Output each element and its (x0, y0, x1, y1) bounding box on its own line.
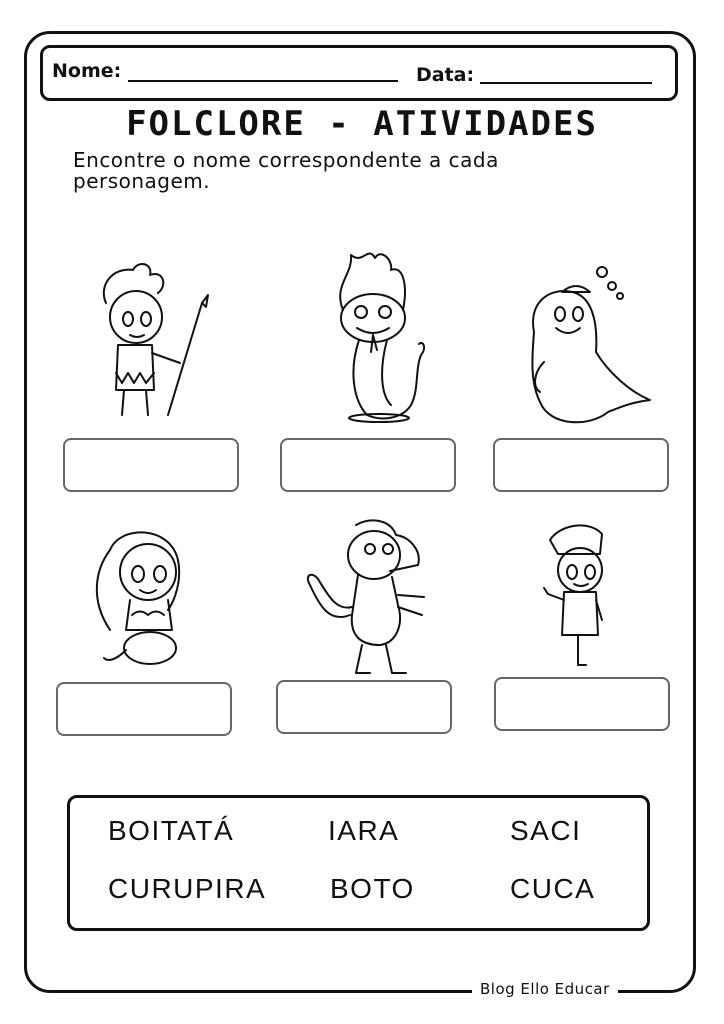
word-curupira: CURUPIRA (108, 873, 267, 904)
word-saci: SACI (510, 815, 582, 846)
word-cuca: CUCA (510, 873, 596, 904)
student-info-box (40, 45, 678, 101)
footer-credit: Blog Ello Educar (472, 980, 618, 998)
answer-box-5[interactable] (276, 680, 452, 734)
iara-icon (80, 520, 200, 670)
saci-icon (540, 520, 620, 670)
instruction-text: Encontre o nome correspondente a cada personagem. (73, 148, 499, 193)
boto-icon (520, 262, 655, 432)
date-field[interactable] (480, 82, 652, 84)
curupira-icon (88, 255, 218, 425)
word-boitata: BOITATÁ (108, 815, 235, 846)
answer-box-3[interactable] (493, 438, 669, 492)
date-label: Data: (416, 64, 475, 86)
word-boto: BOTO (330, 873, 415, 904)
answer-box-2[interactable] (280, 438, 456, 492)
boitata-icon (323, 240, 433, 425)
name-label: Nome: (52, 60, 122, 82)
name-field[interactable] (128, 80, 398, 82)
answer-box-6[interactable] (494, 677, 670, 731)
cuca-icon (300, 515, 440, 680)
answer-box-4[interactable] (56, 682, 232, 736)
page-title: FOLCLORE - ATIVIDADES (126, 104, 598, 144)
answer-box-1[interactable] (63, 438, 239, 492)
word-iara: IARA (328, 815, 400, 846)
